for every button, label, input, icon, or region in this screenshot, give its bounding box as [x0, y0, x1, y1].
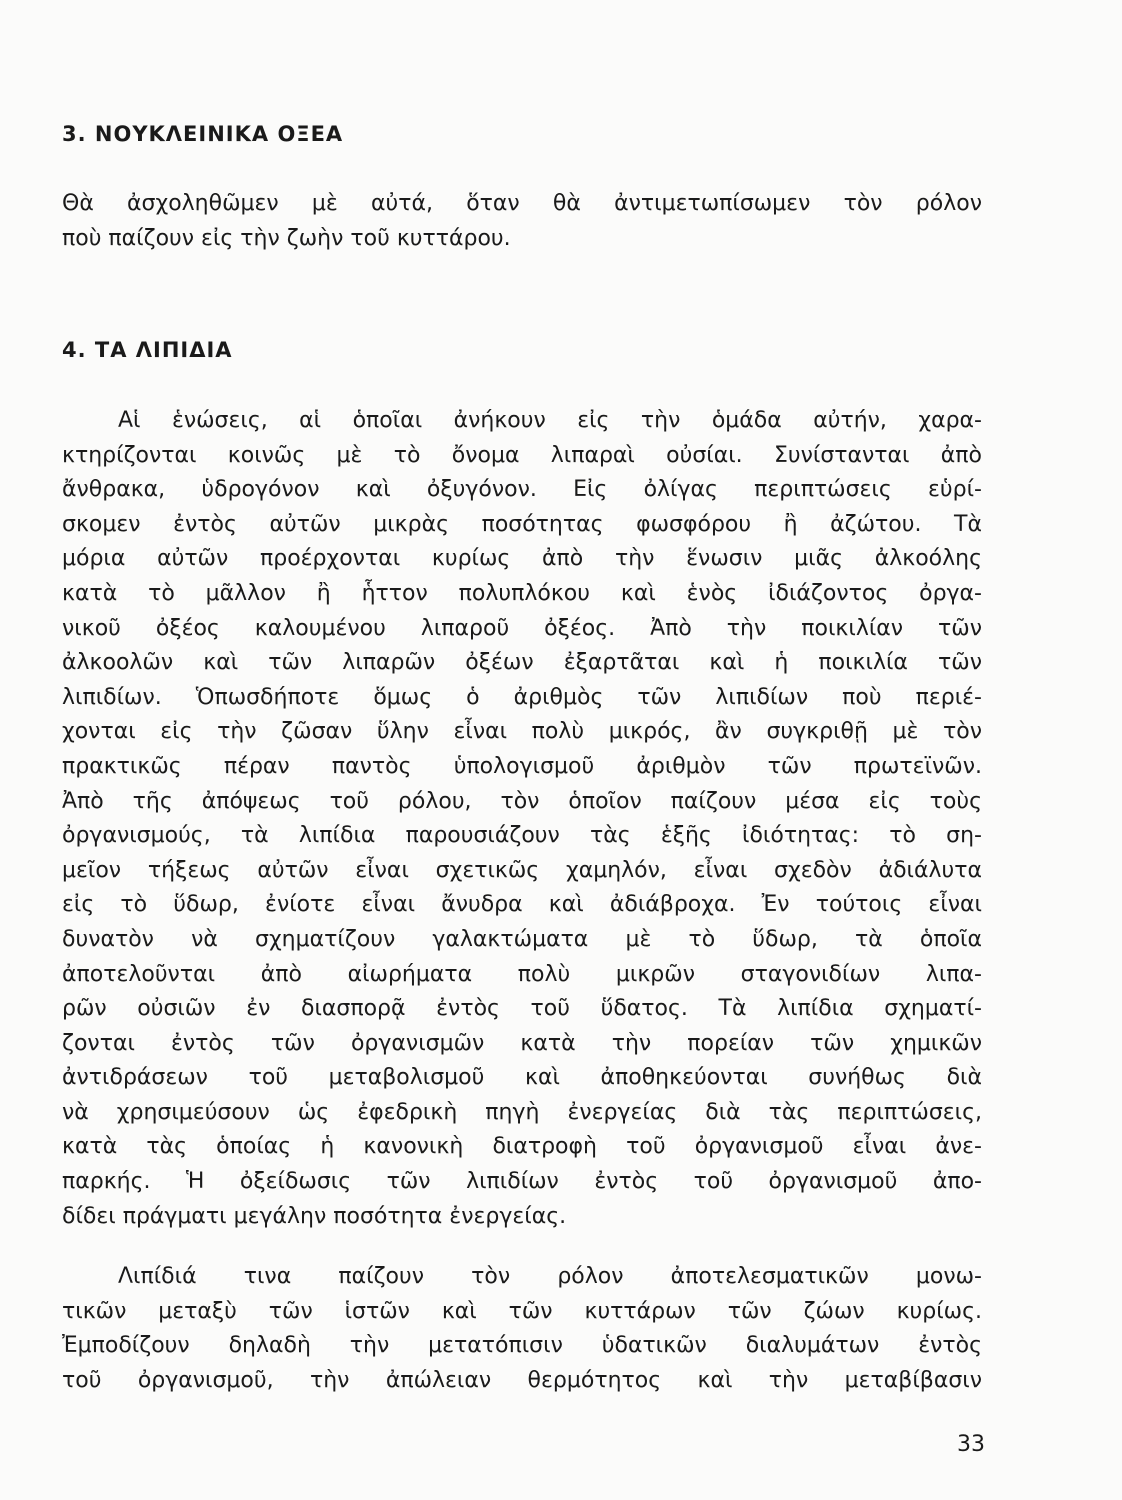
text-line: μόρια αὐτῶν προέρχονται κυρίως ἀπὸ τὴν ἕνωσιν μιᾶς ἀλκοόλης	[62, 546, 982, 572]
text-line: πρακτικῶς πέραν παντὸς ὑπολογισμοῦ ἀριθμὸν τῶν πρωτεϊνῶν.	[62, 753, 982, 779]
text-line: κατὰ τὸ μᾶλλον ἢ ἧττον πολυπλόκου καὶ ἑνὸς ἰδιάζοντος ὀργα-	[62, 580, 982, 606]
text-line: Ἐμποδίζουν δηλαδὴ τὴν μετατόπισιν ὑδατικῶν διαλυμάτων ἐντὸς	[62, 1333, 982, 1359]
section-3-heading: 3. ΝΟΥΚΛΕΙΝΙΚΑ ΟΞΕΑ	[62, 122, 344, 146]
text-line: εἰς τὸ ὕδωρ, ἐνίοτε εἶναι ἄνυδρα καὶ ἀδιάβροχα. Ἐν τούτοις εἶναι	[62, 892, 982, 918]
text-line: Θὰ ἀσχοληθῶμεν μὲ αὐτά, ὅταν θὰ ἀντιμετωπίσωμεν τὸν ρόλον	[62, 191, 982, 216]
text-line: χονται εἰς τὴν ζῶσαν ὕλην εἶναι πολὺ μικρός, ἂν συγκριθῇ μὲ τὸν	[62, 719, 982, 745]
section-4-heading: 4. ΤΑ ΛΙΠΙΔΙΑ	[62, 338, 233, 362]
text-line: ἀλκοολῶν καὶ τῶν λιπαρῶν ὀξέων ἐξαρτᾶται καὶ ἡ ποικιλία τῶν	[62, 650, 982, 676]
section-4-paragraph-1	[62, 404, 982, 1234]
text-line: παρκής. Ἡ ὀξείδωσις τῶν λιπιδίων ἐντὸς τοῦ ὀργανισμοῦ ἀπο-	[62, 1169, 982, 1195]
text-line: νικοῦ ὀξέος καλουμένου λιπαροῦ ὀξέος. Ἀπὸ τὴν ποικιλίαν τῶν	[62, 615, 982, 641]
text-line: νὰ χρησιμεύσουν ὡς ἐφεδρικὴ πηγὴ ἐνεργείας διὰ τὰς περιπτώσεις,	[62, 1099, 982, 1125]
text-line: ζονται ἐντὸς τῶν ὀργανισμῶν κατὰ τὴν πορείαν τῶν χημικῶν	[62, 1030, 982, 1056]
text-line: ὀργανισμούς, τὰ λιπίδια παρουσιάζουν τὰς ἑξῆς ἰδιότητας: τὸ ση-	[62, 823, 982, 849]
text-line: μεῖον τήξεως αὐτῶν εἶναι σχετικῶς χαμηλόν, εἶναι σχεδὸν ἀδιάλυτα	[62, 857, 982, 883]
text-line: ἄνθρακα, ὑδρογόνον καὶ ὀξυγόνον. Εἰς ὀλίγας περιπτώσεις εὑρί-	[62, 477, 982, 503]
text-line: δίδει πράγματι μεγάλην ποσότητα ἐνεργείας.	[62, 1203, 567, 1229]
text-line: κτηρίζονται κοινῶς μὲ τὸ ὄνομα λιπαραὶ οὐσίαι. Συνίστανται ἀπὸ	[62, 442, 982, 468]
section-3-paragraph	[62, 187, 982, 256]
section-4-paragraph-2	[62, 1260, 982, 1398]
text-line: ρῶν οὐσιῶν ἐν διασπορᾷ ἐντὸς τοῦ ὕδατος. Τὰ λιπίδια σχηματί-	[62, 996, 982, 1022]
text-line: Αἱ ἑνώσεις, αἱ ὁποῖαι ἀνήκουν εἰς τὴν ὁμάδα αὐτήν, χαρα-	[118, 408, 982, 433]
text-line: Ἀπὸ τῆς ἀπόψεως τοῦ ρόλου, τὸν ὁποῖον παίζουν μέσα εἰς τοὺς	[62, 788, 982, 814]
text-line: τικῶν μεταξὺ τῶν ἱστῶν καὶ τῶν κυττάρων τῶν ζώων κυρίως.	[62, 1298, 982, 1324]
text-line: κατὰ τὰς ὁποίας ἡ κανονικὴ διατροφὴ τοῦ ὀργανισμοῦ εἶναι ἀνε-	[62, 1134, 982, 1160]
text-line: τοῦ ὀργανισμοῦ, τὴν ἀπώλειαν θερμότητος καὶ τὴν μεταβίβασιν	[62, 1367, 982, 1393]
text-line: δυνατὸν νὰ σχηματίζουν γαλακτώματα μὲ τὸ ὕδωρ, τὰ ὁποῖα	[62, 926, 982, 952]
page-number: 33	[957, 1432, 985, 1457]
text-line: λιπιδίων. Ὁπωσδήποτε ὅμως ὁ ἀριθμὸς τῶν λιπιδίων ποὺ περιέ-	[62, 684, 982, 710]
text-line: σκομεν ἐντὸς αὐτῶν μικρὰς ποσότητας φωσφόρου ἢ ἀζώτου. Τὰ	[62, 511, 982, 537]
text-line: ποὺ παίζουν εἰς τὴν ζωὴν τοῦ κυττάρου.	[62, 225, 511, 251]
text-line: Λιπίδιά τινα παίζουν τὸν ρόλον ἀποτελεσματικῶν μονω-	[118, 1264, 982, 1289]
text-line: ἀντιδράσεων τοῦ μεταβολισμοῦ καὶ ἀποθηκεύονται συνήθως διὰ	[62, 1065, 982, 1091]
text-line: ἀποτελοῦνται ἀπὸ αἰωρήματα πολὺ μικρῶν σταγονιδίων λιπα-	[62, 961, 982, 987]
